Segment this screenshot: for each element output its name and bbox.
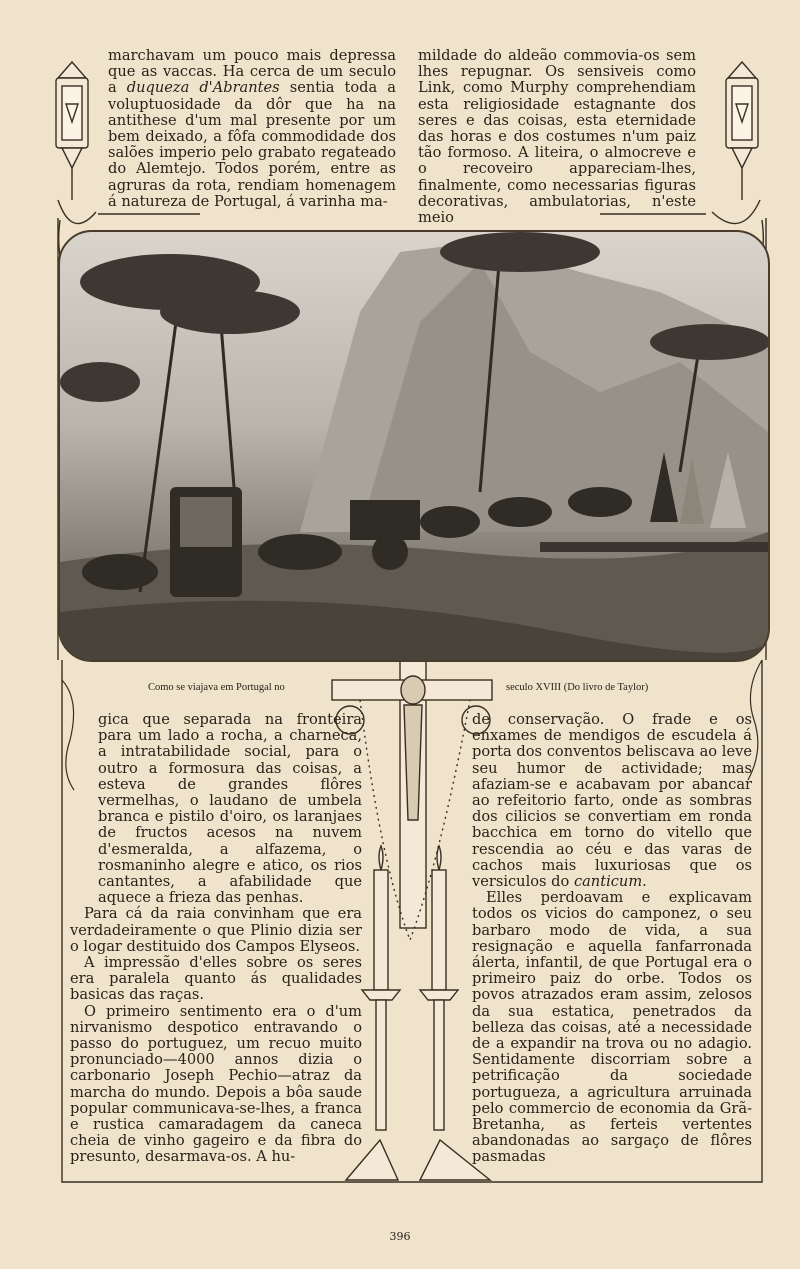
text-column-top-left bbox=[108, 48, 396, 210]
caption-right: seculo XVIII (Do livro de Taylor) bbox=[506, 682, 649, 693]
paragraph-bottom-left-2: Para cá da raia convinham que era verdadeiramente o que Plinio dizia ser o logar destituido dos Campos Elyseos. bbox=[70, 905, 362, 955]
paragraph-bottom-right-2: Elles perdoavam e explicavam todos os vicios do camponez, o seu barbaro modo de vida, a sua resignação e aquella fanfarronada álerta, infantil, de que Portugal era o primeiro paiz do orbe. Todos os povos atrazados eram assim, zelosos da sua estatica, penetrados da belleza das coisas, até a necessidade de a expandir na trova ou no adagio. Sentidamente discorriam sobre a petrificação da sociedade portugueza, a agricultura arruinada pelo commercio de economia da Grã-Bretanha, as ferteis vertentes abandonadas ao sargaço de flôres pasmadas bbox=[472, 889, 752, 1166]
text-column-bottom-right bbox=[472, 712, 752, 1166]
paragraph-bottom-left-4: O primeiro sentimento era o d'um nirvanismo despotico entravando o passo do portuguez, um recuo muito pronunciado—4000 annos dizia o carbonario Joseph Pechio—atraz da marcha do mundo. Depois a bôa saude popular communicava-se-lhes, a franca e rustica camaradagem da caneca cheia de vinho gageiro e da fibra do presunto, desarmava-os. A hu- bbox=[70, 1002, 362, 1166]
italic-duqueza: duqueza d'Abrantes bbox=[126, 79, 280, 97]
paragraph-top-right: mildade do aldeão commovia-os sem lhes repugnar. Os sensiveis como Link, como Murphy comprehendiam esta religiosidade estagnante dos seres e das coisas, esta eternidade das horas e dos costumes n'um paiz tão formoso. A liteira, o almocreve e o recoveiro appareciam-lhes, finalmente, como necessarias figuras decorativas, ambulatorias, n'este meio bbox=[418, 47, 696, 227]
italic-canticum: canticum bbox=[573, 873, 643, 891]
text-column-top-right bbox=[418, 48, 696, 226]
paragraph-bottom-left-3: A impressão d'elles sobre os seres era paralela quanto ás qualidades basicas das raças. bbox=[70, 954, 362, 1004]
paragraph-top-left-a: marchavam um pouco mais depressa que as vaccas. Ha cerca de um seculo a bbox=[108, 47, 396, 97]
paragraph-bottom-right-1b: . bbox=[642, 873, 647, 891]
text-column-bottom-left bbox=[70, 712, 362, 1166]
page-number: 396 bbox=[389, 1230, 411, 1243]
engraving-drawing bbox=[60, 232, 768, 660]
paragraph-bottom-left-1: gica que separada na fronteira para um lado a rocha, a charneca, a intratabilidade social, para o outro a formosura das coisas, a esteva de grandes flôres vermelhas, o laudano de umbela branca e pistilo d'oiro, os laranjaes de fructos acesos na nuvem d'esmeralda, a alfazema, o rosmaninho alegre e atico, os rios cantantes, a afabilidade que aquece a frieza das penhas. bbox=[98, 711, 362, 907]
caption-left: Como se viajava em Portugal no bbox=[148, 682, 285, 693]
paragraph-bottom-right-1a: de conservação. O frade e os enxames de mendigos de escudela á porta dos conventos beliscava ao leve seu humor de actividade; mas afaziam-se e acabavam por abancar ao refeitorio farto, onde as sombras dos cilicios se convertiam em ronda bacchica em torno do vitello que rescendia ao céu e das varas de cachos mais luxuriosas que os versiculos do bbox=[472, 711, 752, 891]
paragraph-top-left-b: sentia toda a voluptuosidade da dôr que ha na antithese d'um mal presente por um bem deixado, a fôfa commodidade dos salões imperio pelo grabato regateado do Alemtejo. Todos porém, entre as agruras da rota, rendiam homenagem á natureza de Portugal, á varinha ma- bbox=[108, 79, 396, 210]
engraving-illustration bbox=[58, 230, 770, 662]
